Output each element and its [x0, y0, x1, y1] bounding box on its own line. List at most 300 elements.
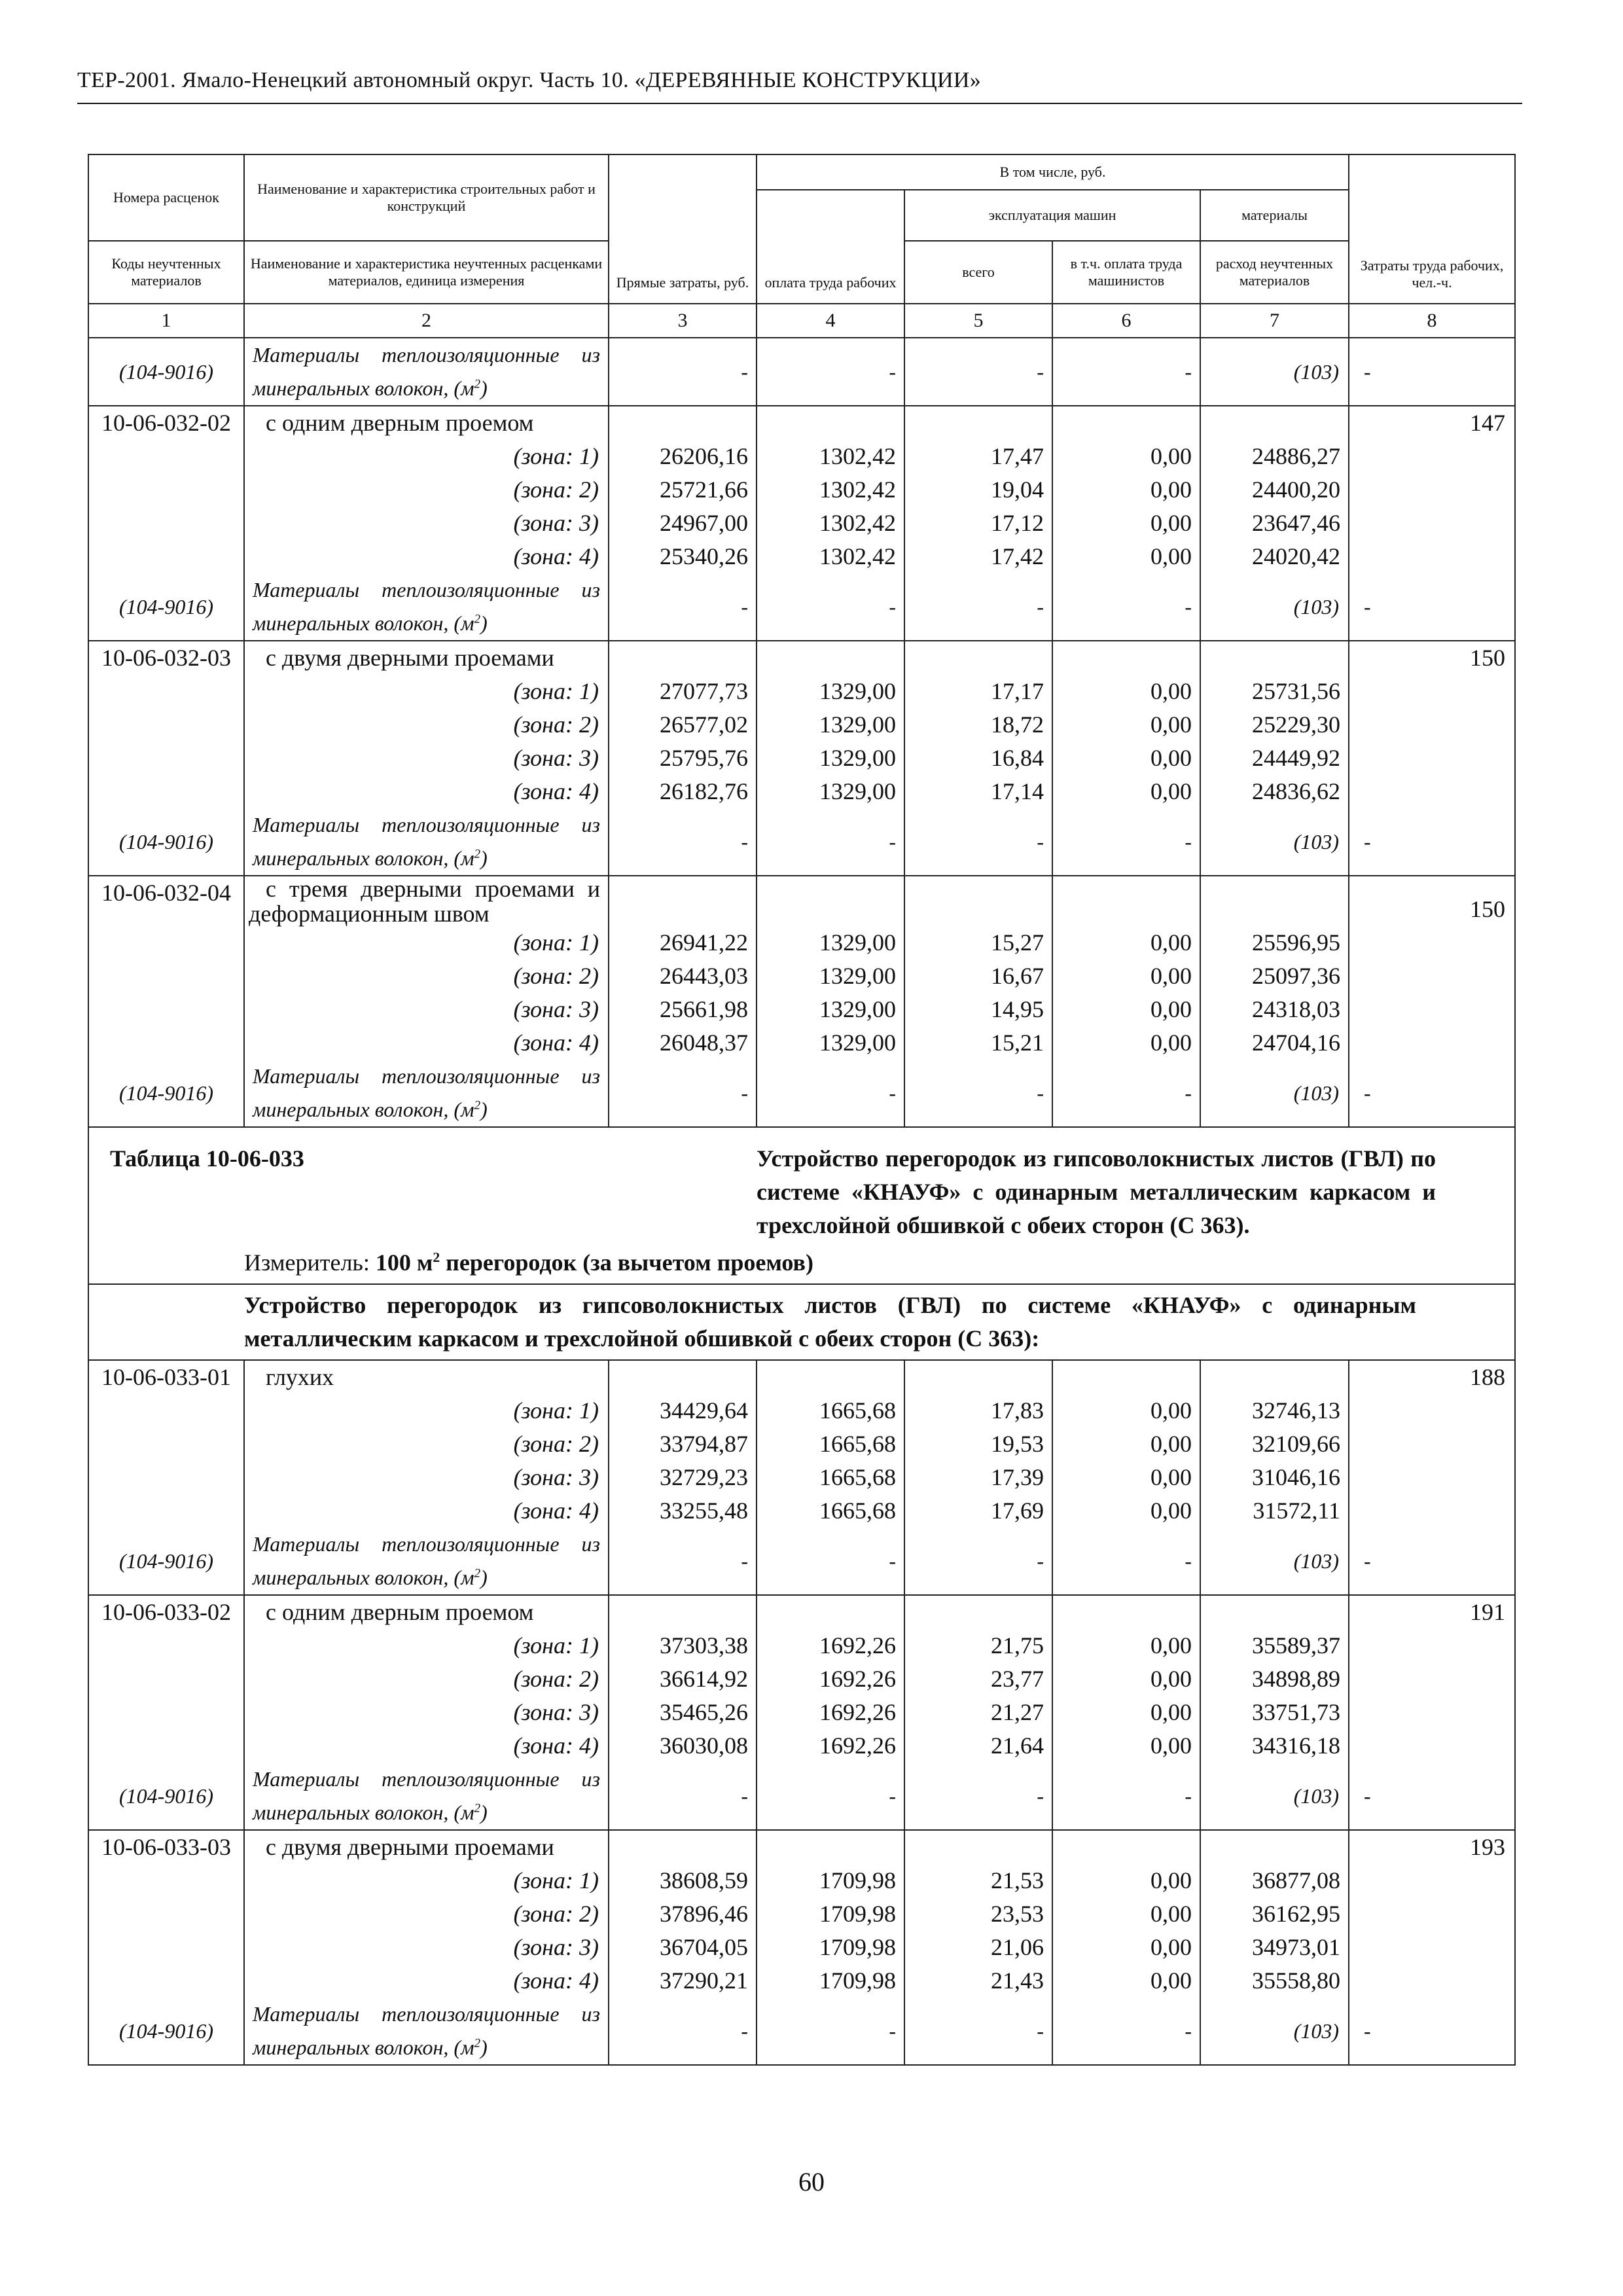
direct-costs-value: 37896,46 [609, 1897, 757, 1931]
material-name [244, 1528, 609, 1595]
rate-row [88, 876, 1515, 926]
material-dash: - [609, 573, 757, 641]
measure-value-rest: перегородок (за вычетом проемов) [440, 1249, 813, 1276]
group-033-rows [88, 1360, 1515, 2065]
machines-value: 16,67 [904, 960, 1052, 993]
material-row [88, 1763, 1515, 1830]
zone-row [88, 1729, 1515, 1763]
wages-value: 1329,00 [757, 926, 904, 960]
blank-cell [904, 1830, 1052, 1864]
blank-cell [757, 1830, 904, 1864]
materials-value: 35589,37 [1200, 1629, 1349, 1662]
machinists-value: 0,00 [1052, 1494, 1200, 1528]
machines-value: 21,43 [904, 1964, 1052, 1998]
rate-code: 10-06-032-03 [88, 641, 244, 675]
materials-value: 36162,95 [1200, 1897, 1349, 1931]
measure-prefix: Измеритель: [244, 1249, 376, 1276]
zone-label: (зона: 1) [244, 440, 609, 473]
material-dash: - [757, 1763, 904, 1830]
rate-name [244, 876, 609, 926]
zone-label: (зона: 4) [244, 540, 609, 573]
materials-value: 31572,11 [1200, 1494, 1349, 1528]
zone-label: (зона: 1) [244, 1864, 609, 1897]
labor-value: 150 [1349, 641, 1515, 675]
blank-cell [88, 1662, 244, 1696]
column-number: 3 [609, 304, 757, 338]
material-amount: (103) [1200, 1998, 1349, 2065]
zone-label: (зона: 2) [244, 708, 609, 742]
direct-costs-value: 26206,16 [609, 440, 757, 473]
material-code: (104-9016) [88, 808, 244, 876]
material-labor-dash: - [1349, 1060, 1515, 1127]
blank-cell [1052, 641, 1200, 675]
material-unit-sup: 2 [474, 847, 481, 861]
blank-cell [1200, 1360, 1349, 1394]
material-dash: - [904, 1528, 1052, 1595]
zone-row [88, 1864, 1515, 1897]
machines-value: 16,84 [904, 742, 1052, 775]
blank-cell [88, 742, 244, 775]
machinists-value: 0,00 [1052, 1729, 1200, 1763]
blank-cell [1349, 1897, 1515, 1931]
rate-name-line1: с тремя дверными проемами и [266, 876, 600, 902]
material-unit-suffix: ) [480, 1566, 488, 1589]
blank-cell [1052, 876, 1200, 926]
material-dash: - [609, 1528, 757, 1595]
table-subheader: Устройство перегородок из гипсоволокнистых листов (ГВЛ) по системе «КНАУФ» с одинарным металлическим каркасом и трехслойной обшивкой с обеих сторон (С 363): [244, 1284, 1515, 1360]
measure-unit [244, 1242, 1515, 1284]
blank-cell [88, 993, 244, 1026]
material-dash: - [904, 1998, 1052, 2065]
blank-cell [88, 1427, 244, 1461]
zone-row [88, 1494, 1515, 1528]
material-dash: - [1052, 1060, 1200, 1127]
wages-value: 1709,98 [757, 1897, 904, 1931]
materials-value: 24886,27 [1200, 440, 1349, 473]
machinists-value: 0,00 [1052, 675, 1200, 708]
blank-cell [1349, 1864, 1515, 1897]
material-dash: - [1052, 1998, 1200, 2065]
blank-cell [88, 960, 244, 993]
material-unit-suffix: ) [480, 2036, 488, 2059]
material-labor-dash: - [1349, 1998, 1515, 2065]
column-number: 8 [1349, 304, 1515, 338]
material-code: (104-9016) [88, 1763, 244, 1830]
column-number: 6 [1052, 304, 1200, 338]
wages-value: 1665,68 [757, 1461, 904, 1494]
rate-code: 10-06-032-02 [88, 406, 244, 440]
direct-costs-value: 26443,03 [609, 960, 757, 993]
direct-costs-value: 24967,00 [609, 507, 757, 540]
direct-costs-value: 37290,21 [609, 1964, 757, 1998]
material-name-line2 [253, 1093, 600, 1126]
blank-cell [1349, 1394, 1515, 1427]
blank-cell [1349, 742, 1515, 775]
machines-value: 17,47 [904, 440, 1052, 473]
zone-row [88, 993, 1515, 1026]
blank-cell [1349, 1964, 1515, 1998]
blank-cell [88, 440, 244, 473]
machinists-value: 0,00 [1052, 993, 1200, 1026]
labor-value: 147 [1349, 406, 1515, 440]
blank-cell [1052, 1830, 1200, 1864]
material-code: (104-9016) [88, 1528, 244, 1595]
material-name-line2 [253, 1796, 600, 1829]
column-number: 2 [244, 304, 609, 338]
material-dash: - [1052, 1528, 1200, 1595]
rate-code: 10-06-033-01 [88, 1360, 244, 1394]
blank-cell [88, 507, 244, 540]
blank-cell [904, 1595, 1052, 1629]
blank-cell [1349, 1629, 1515, 1662]
materials-value: 36877,08 [1200, 1864, 1349, 1897]
materials-value: 24318,03 [1200, 993, 1349, 1026]
material-name [244, 1763, 609, 1830]
blank-cell [88, 675, 244, 708]
blank-cell [1349, 1696, 1515, 1729]
material-amount: (103) [1200, 338, 1349, 406]
material-row [88, 1060, 1515, 1127]
zone-row [88, 1964, 1515, 1998]
material-name-line1: Материалы теплоизоляционные из [253, 343, 600, 367]
blank-cell [88, 775, 244, 808]
blank-cell [88, 1629, 244, 1662]
header-in-total: В том числе, руб. [757, 154, 1349, 190]
blank-cell [88, 1729, 244, 1763]
wages-value: 1709,98 [757, 1864, 904, 1897]
material-amount: (103) [1200, 1528, 1349, 1595]
labor-value: 191 [1349, 1595, 1515, 1629]
zone-label: (зона: 3) [244, 1696, 609, 1729]
wages-value: 1692,26 [757, 1696, 904, 1729]
zone-row [88, 1931, 1515, 1964]
direct-costs-value: 26941,22 [609, 926, 757, 960]
zone-label: (зона: 4) [244, 1729, 609, 1763]
zone-label: (зона: 2) [244, 473, 609, 507]
material-dash: - [904, 808, 1052, 876]
blank-cell [609, 1830, 757, 1864]
zone-label: (зона: 3) [244, 1461, 609, 1494]
direct-costs-value: 25661,98 [609, 993, 757, 1026]
header-name-top: Наименование и характеристика строительных работ и конструкций [244, 154, 609, 241]
blank-cell [88, 1494, 244, 1528]
materials-value: 24400,20 [1200, 473, 1349, 507]
blank-cell [1349, 1494, 1515, 1528]
blank-cell [757, 876, 904, 926]
material-dash: - [904, 1763, 1052, 1830]
material-unit-prefix: минеральных волокон, (м [253, 1566, 474, 1589]
zone-row [88, 708, 1515, 742]
blank-cell [1349, 960, 1515, 993]
material-labor-dash: - [1349, 1528, 1515, 1595]
machines-value: 21,27 [904, 1696, 1052, 1729]
blank-cell [88, 1931, 244, 1964]
blank-cell [88, 1461, 244, 1494]
machines-value: 19,53 [904, 1427, 1052, 1461]
material-dash: - [1052, 573, 1200, 641]
material-unit-prefix: минеральных волокон, (м [253, 1098, 474, 1121]
direct-costs-value: 35465,26 [609, 1696, 757, 1729]
materials-value: 34316,18 [1200, 1729, 1349, 1763]
machines-value: 23,77 [904, 1662, 1052, 1696]
header-direct-costs: Прямые затраты, руб. [609, 154, 757, 304]
blank-cell [88, 473, 244, 507]
blank-cell [1349, 1026, 1515, 1060]
blank-cell [1052, 1360, 1200, 1394]
material-unit-prefix: минеральных волокон, (м [253, 2036, 474, 2059]
material-dash: - [904, 338, 1052, 406]
column-number: 1 [88, 304, 244, 338]
material-name-line2 [253, 842, 600, 875]
machinists-value: 0,00 [1052, 540, 1200, 573]
direct-costs-value: 36704,05 [609, 1931, 757, 1964]
zone-row [88, 540, 1515, 573]
zone-label: (зона: 2) [244, 1427, 609, 1461]
machines-value: 17,69 [904, 1494, 1052, 1528]
header-wages: оплата труда рабочих [757, 190, 904, 304]
table-033-heading [88, 1127, 1515, 1360]
direct-costs-value: 32729,23 [609, 1461, 757, 1494]
machinists-value: 0,00 [1052, 1662, 1200, 1696]
zone-label: (зона: 1) [244, 1629, 609, 1662]
wages-value: 1692,26 [757, 1662, 904, 1696]
zone-label: (зона: 2) [244, 1662, 609, 1696]
header-machines: эксплуатация машин [904, 190, 1200, 241]
zone-label: (зона: 1) [244, 926, 609, 960]
rate-row [88, 1595, 1515, 1629]
machinists-value: 0,00 [1052, 1864, 1200, 1897]
blank-cell [88, 1964, 244, 1998]
direct-costs-value: 25795,76 [609, 742, 757, 775]
column-number: 7 [1200, 304, 1349, 338]
direct-costs-value: 27077,73 [609, 675, 757, 708]
blank-cell [1349, 1931, 1515, 1964]
materials-value: 34898,89 [1200, 1662, 1349, 1696]
blank-cell [609, 406, 757, 440]
machines-value: 21,64 [904, 1729, 1052, 1763]
header-code-bottom: Коды неучтенных материалов [88, 241, 244, 304]
machines-value: 17,42 [904, 540, 1052, 573]
material-dash: - [1052, 808, 1200, 876]
wages-value: 1302,42 [757, 507, 904, 540]
machinists-value: 0,00 [1052, 1897, 1200, 1931]
wages-value: 1709,98 [757, 1964, 904, 1998]
blank-cell [88, 1394, 244, 1427]
direct-costs-value: 33794,87 [609, 1427, 757, 1461]
zone-row [88, 1696, 1515, 1729]
machinists-value: 0,00 [1052, 708, 1200, 742]
zone-label: (зона: 3) [244, 507, 609, 540]
direct-costs-value: 26577,02 [609, 708, 757, 742]
materials-value: 25097,36 [1200, 960, 1349, 993]
wages-value: 1329,00 [757, 960, 904, 993]
blank-cell [1349, 1729, 1515, 1763]
blank-cell [904, 406, 1052, 440]
material-amount: (103) [1200, 573, 1349, 641]
rate-row [88, 1360, 1515, 1394]
material-amount: (103) [1200, 808, 1349, 876]
direct-costs-value: 25721,66 [609, 473, 757, 507]
zone-row [88, 675, 1515, 708]
table-label: Таблица 10-06-033 [88, 1127, 757, 1242]
material-dash: - [757, 808, 904, 876]
zone-row [88, 1394, 1515, 1427]
wages-value: 1302,42 [757, 473, 904, 507]
machinists-value: 0,00 [1052, 960, 1200, 993]
direct-costs-value: 26048,37 [609, 1026, 757, 1060]
wages-value: 1302,42 [757, 440, 904, 473]
zone-row [88, 1662, 1515, 1696]
machines-value: 15,27 [904, 926, 1052, 960]
materials-value: 25731,56 [1200, 675, 1349, 708]
blank-cell [1200, 406, 1349, 440]
machines-value: 17,39 [904, 1461, 1052, 1494]
material-amount: (103) [1200, 1060, 1349, 1127]
material-unit-sup: 2 [474, 1566, 481, 1581]
blank-cell [1200, 876, 1349, 926]
materials-value: 24449,92 [1200, 742, 1349, 775]
material-unit-sup: 2 [474, 1098, 481, 1113]
zone-label: (зона: 2) [244, 1897, 609, 1931]
machinists-value: 0,00 [1052, 775, 1200, 808]
table-header [88, 154, 1515, 338]
machinists-value: 0,00 [1052, 1696, 1200, 1729]
machinists-value: 0,00 [1052, 507, 1200, 540]
blank-cell [1349, 507, 1515, 540]
zone-row [88, 742, 1515, 775]
machines-value: 21,53 [904, 1864, 1052, 1897]
material-dash: - [757, 1528, 904, 1595]
machinists-value: 0,00 [1052, 1964, 1200, 1998]
blank-cell [757, 1360, 904, 1394]
blank-cell [1349, 1427, 1515, 1461]
zone-row [88, 1629, 1515, 1662]
machinists-value: 0,00 [1052, 1629, 1200, 1662]
material-dash: - [609, 808, 757, 876]
material-dash: - [757, 1060, 904, 1127]
header-unaccounted-materials: расход неучтенных материалов [1200, 241, 1349, 304]
wages-value: 1329,00 [757, 993, 904, 1026]
rate-code: 10-06-032-04 [88, 876, 244, 926]
zone-row [88, 1461, 1515, 1494]
blank-cell [609, 876, 757, 926]
blank-cell [1349, 1662, 1515, 1696]
material-name-line1: Материалы теплоизоляционные из [253, 578, 600, 601]
zone-row [88, 1026, 1515, 1060]
rate-name: с двумя дверными проемами [244, 641, 609, 675]
column-number: 4 [757, 304, 904, 338]
material-labor-dash: - [1349, 808, 1515, 876]
wages-value: 1329,00 [757, 708, 904, 742]
material-unit-suffix: ) [480, 376, 488, 400]
machinists-value: 0,00 [1052, 1461, 1200, 1494]
zone-row [88, 440, 1515, 473]
rates-table [88, 154, 1516, 2066]
measure-sup: 2 [433, 1249, 440, 1265]
header-total: всего [904, 241, 1052, 304]
rate-name-line2: деформационным швом [249, 901, 490, 927]
direct-costs-value: 34429,64 [609, 1394, 757, 1427]
material-dash: - [609, 1763, 757, 1830]
wages-value: 1329,00 [757, 1026, 904, 1060]
direct-costs-value: 36030,08 [609, 1729, 757, 1763]
material-dash: - [609, 1998, 757, 2065]
header-name-bottom: Наименование и характеристика неучтенных расценками материалов, единица измерения [244, 241, 609, 304]
material-unit-sup: 2 [474, 1801, 481, 1816]
machines-value: 18,72 [904, 708, 1052, 742]
material-name-line1: Материалы теплоизоляционные из [253, 813, 600, 836]
blank-cell [88, 540, 244, 573]
rate-name: глухих [244, 1360, 609, 1394]
blank-cell [1200, 1595, 1349, 1629]
materials-value: 24836,62 [1200, 775, 1349, 808]
machinists-value: 0,00 [1052, 1394, 1200, 1427]
blank-cell [609, 641, 757, 675]
labor-value: 193 [1349, 1830, 1515, 1864]
zone-row [88, 473, 1515, 507]
blank-cell [904, 876, 1052, 926]
material-labor-dash: - [1349, 1763, 1515, 1830]
machinists-value: 0,00 [1052, 440, 1200, 473]
blank-cell [609, 1360, 757, 1394]
material-row [88, 1998, 1515, 2065]
material-row [88, 338, 1515, 406]
material-name-line2 [253, 372, 600, 405]
material-name-line1: Материалы теплоизоляционные из [253, 1767, 600, 1791]
zone-row [88, 1427, 1515, 1461]
materials-value: 33751,73 [1200, 1696, 1349, 1729]
blank-cell [88, 1696, 244, 1729]
blank-cell [1052, 1595, 1200, 1629]
blank-cell [1349, 708, 1515, 742]
zone-label: (зона: 4) [244, 1964, 609, 1998]
direct-costs-value: 36614,92 [609, 1662, 757, 1696]
materials-value: 31046,16 [1200, 1461, 1349, 1494]
zone-row [88, 926, 1515, 960]
machines-value: 17,14 [904, 775, 1052, 808]
header-code-top: Номера расценок [88, 154, 244, 241]
wages-value: 1692,26 [757, 1629, 904, 1662]
header-labor: Затраты труда рабочих, чел.-ч. [1349, 154, 1515, 304]
blank-cell [1349, 775, 1515, 808]
blank-cell [904, 641, 1052, 675]
blank-cell [88, 1897, 244, 1931]
header-incl-machinists: в т.ч. оплата труда машинистов [1052, 241, 1200, 304]
material-dash: - [904, 573, 1052, 641]
rate-code: 10-06-033-03 [88, 1830, 244, 1864]
blank-cell [88, 1864, 244, 1897]
running-header: ТЕР-2001. Ямало-Ненецкий автономный округ. Часть 10. «ДЕРЕВЯННЫЕ КОНСТРУКЦИИ» [77, 68, 982, 92]
page-number: 60 [798, 2167, 825, 2197]
blank-cell [1052, 406, 1200, 440]
zone-label: (зона: 3) [244, 1931, 609, 1964]
material-unit-suffix: ) [480, 611, 488, 635]
material-dash: - [904, 1060, 1052, 1127]
blank-cell [1349, 1461, 1515, 1494]
material-name-line2 [253, 607, 600, 640]
materials-value: 35558,80 [1200, 1964, 1349, 1998]
material-code: (104-9016) [88, 1998, 244, 2065]
machines-value: 17,17 [904, 675, 1052, 708]
material-dash: - [1052, 338, 1200, 406]
rate-row [88, 1830, 1515, 1864]
direct-costs-value: 38608,59 [609, 1864, 757, 1897]
blank-cell [757, 641, 904, 675]
material-unit-suffix: ) [480, 846, 488, 870]
material-code: (104-9016) [88, 573, 244, 641]
blank-cell [1349, 675, 1515, 708]
blank-cell [1200, 641, 1349, 675]
